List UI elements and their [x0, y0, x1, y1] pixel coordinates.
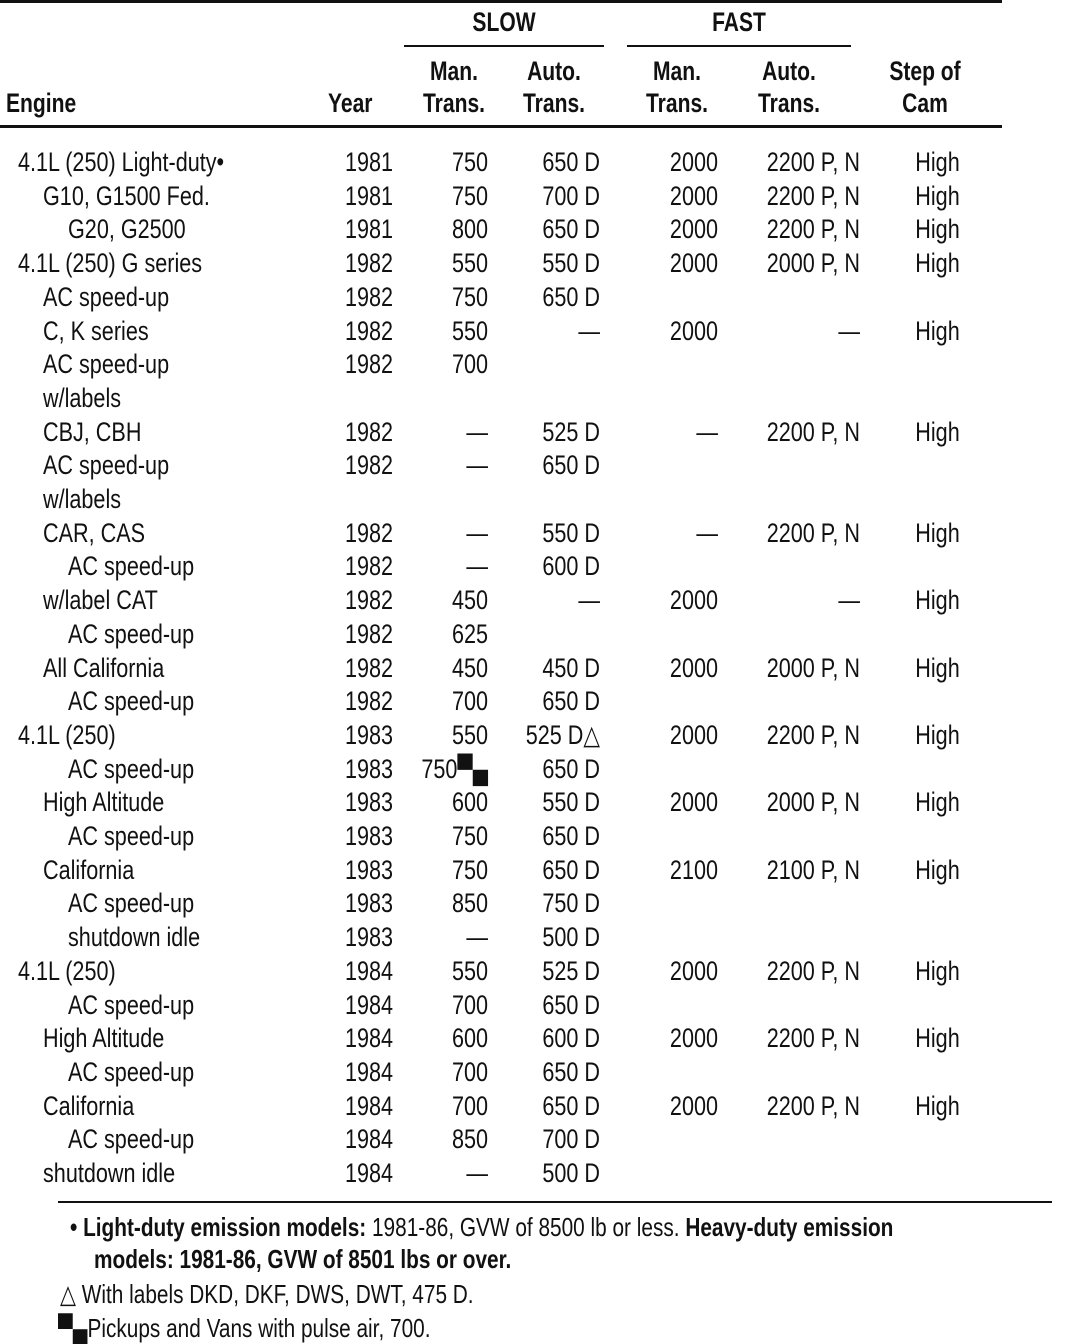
- slow-auto-cell: 600 D: [542, 1023, 600, 1053]
- slow-auto-cell: 650 D: [542, 147, 600, 177]
- year-cell: 1982: [344, 417, 393, 447]
- year-cell: 1983: [344, 821, 393, 851]
- pulse-air-icon: ▀▄: [58, 1313, 88, 1343]
- fast-man-cell: 2000: [669, 653, 718, 683]
- engine-cell: w/labels: [43, 383, 122, 413]
- year-cell: 1983: [344, 787, 393, 817]
- fast-man-cell: 2000: [669, 720, 718, 750]
- cam-cell: High: [915, 1091, 960, 1121]
- fast-auto-cell: 2200 P, N: [766, 1023, 860, 1053]
- year-cell: 1983: [344, 855, 393, 885]
- fast-auto-cell: 2000 P, N: [766, 653, 860, 683]
- slow-auto-cell: 600 D: [542, 551, 600, 581]
- engine-cell: 4.1L (250) G series: [18, 248, 203, 278]
- year-cell: 1982: [344, 585, 393, 615]
- slow-man-cell: 750: [451, 282, 488, 312]
- slow-header: SLOW: [472, 7, 536, 37]
- fast-man-cell: 2000: [669, 316, 718, 346]
- slow-man-cell: 550: [451, 248, 488, 278]
- cam-cell: High: [915, 855, 960, 885]
- slow-man-cell: 550: [451, 316, 488, 346]
- year-cell: 1982: [344, 686, 393, 716]
- slow-man-cell: 850: [451, 1124, 488, 1154]
- slow-man-cell: 700: [451, 349, 488, 379]
- slow-auto-cell: —: [578, 316, 600, 346]
- engine-cell: AC speed-up: [68, 821, 195, 851]
- slow-man-cell: 700: [451, 990, 488, 1020]
- slow-auto-cell: 650 D: [542, 855, 600, 885]
- slow-man-header-2: Trans.: [422, 88, 486, 118]
- year-cell: 1982: [344, 619, 393, 649]
- slow-auto-cell: —: [578, 585, 600, 615]
- fast-man-cell: 2000: [669, 787, 718, 817]
- engine-cell: C, K series: [43, 316, 149, 346]
- cam-header-1: Step of: [889, 56, 961, 86]
- year-cell: 1981: [344, 214, 393, 244]
- heavy-duty-label: Heavy-duty emission: [685, 1212, 894, 1242]
- bullet-symbol: •: [70, 1212, 78, 1242]
- fast-auto-header-2: Trans.: [757, 88, 821, 118]
- slow-auto-cell: 500 D: [542, 922, 600, 952]
- slow-auto-cell: 650 D: [542, 754, 600, 784]
- triangle-footnote-text: With labels DKD, DKF, DWS, DWT, 475 D.: [76, 1279, 474, 1309]
- slow-man-cell: 450: [451, 653, 488, 683]
- engine-cell: AC speed-up: [43, 450, 170, 480]
- cam-cell: High: [915, 248, 960, 278]
- engine-cell: CAR, CAS: [43, 518, 146, 548]
- slow-auto-cell: 650 D: [542, 282, 600, 312]
- slow-auto-cell: 700 D: [542, 1124, 600, 1154]
- engine-cell: AC speed-up: [68, 551, 195, 581]
- fast-auto-cell: 2000 P, N: [766, 248, 860, 278]
- engine-cell: AC speed-up: [68, 888, 195, 918]
- engine-cell: All California: [43, 653, 165, 683]
- slow-auto-cell: 650 D: [542, 686, 600, 716]
- year-cell: 1984: [344, 1091, 393, 1121]
- slow-man-cell: 850: [451, 888, 488, 918]
- fast-auto-cell: 2200 P, N: [766, 147, 860, 177]
- engine-cell: CBJ, CBH: [43, 417, 142, 447]
- fast-man-cell: 2000: [669, 214, 718, 244]
- cam-cell: High: [915, 147, 960, 177]
- cam-cell: High: [915, 518, 960, 548]
- slow-man-cell: —: [466, 1158, 488, 1188]
- engine-cell: California: [43, 1091, 135, 1121]
- pulse-air-footnote-text: Pickups and Vans with pulse air, 700.: [87, 1313, 431, 1343]
- engine-cell: AC speed-up: [68, 1057, 195, 1087]
- fast-auto-cell: 2200 P, N: [766, 518, 860, 548]
- engine-cell: AC speed-up: [68, 1124, 195, 1154]
- slow-auto-cell: 650 D: [542, 1091, 600, 1121]
- cam-cell: High: [915, 956, 960, 986]
- engine-cell: G10, G1500 Fed.: [43, 181, 210, 211]
- fast-man-cell: —: [696, 518, 718, 548]
- cam-cell: High: [915, 1023, 960, 1053]
- engine-cell: AC speed-up: [43, 349, 170, 379]
- cam-header-2: Cam: [902, 88, 948, 118]
- fast-man-cell: 2000: [669, 1091, 718, 1121]
- year-cell: 1983: [344, 754, 393, 784]
- fast-auto-cell: 2200 P, N: [766, 720, 860, 750]
- top-rule: [0, 0, 1002, 3]
- fast-group-rule: [627, 45, 851, 47]
- fast-man-cell: 2000: [669, 1023, 718, 1053]
- slow-man-cell: 625: [451, 619, 488, 649]
- year-cell: 1984: [344, 1023, 393, 1053]
- fast-header: FAST: [712, 7, 766, 37]
- cam-cell: High: [915, 585, 960, 615]
- fast-man-cell: 2000: [669, 585, 718, 615]
- fast-auto-cell: 2000 P, N: [766, 787, 860, 817]
- fast-auto-cell: 2200 P, N: [766, 214, 860, 244]
- fast-auto-cell: —: [838, 585, 860, 615]
- footnote-heavy-cont: [94, 1243, 511, 1275]
- year-cell: 1981: [344, 147, 393, 177]
- engine-cell: shutdown idle: [68, 922, 201, 952]
- slow-man-cell: —: [466, 922, 488, 952]
- year-header: Year: [328, 88, 373, 118]
- slow-auto-cell: 650 D: [542, 214, 600, 244]
- slow-man-cell: 800: [451, 214, 488, 244]
- slow-auto-cell: 500 D: [542, 1158, 600, 1188]
- slow-auto-cell: 750 D: [542, 888, 600, 918]
- slow-man-cell: 750: [451, 821, 488, 851]
- slow-auto-cell: 525 D: [542, 956, 600, 986]
- slow-man-cell: 700: [451, 1057, 488, 1087]
- fast-auto-cell: 2200 P, N: [766, 1091, 860, 1121]
- heavy-duty-text: 1981-86, GVW of 8501 lbs or over.: [173, 1244, 512, 1274]
- cam-cell: High: [915, 653, 960, 683]
- slow-man-cell: 750: [451, 181, 488, 211]
- light-duty-text: 1981-86, GVW of 8500 lb or less.: [366, 1212, 686, 1242]
- slow-man-cell: —: [466, 417, 488, 447]
- cam-cell: High: [915, 417, 960, 447]
- cam-cell: High: [915, 787, 960, 817]
- slow-man-cell: 600: [451, 787, 488, 817]
- slow-man-cell: 700: [451, 686, 488, 716]
- slow-auto-cell: 650 D: [542, 450, 600, 480]
- fast-man-cell: 2000: [669, 248, 718, 278]
- fast-auto-cell: 2100 P, N: [766, 855, 860, 885]
- light-duty-label: Light-duty emission models:: [83, 1212, 367, 1242]
- year-cell: 1982: [344, 450, 393, 480]
- slow-auto-cell: 550 D: [542, 518, 600, 548]
- slow-auto-cell: 525 D: [542, 417, 600, 447]
- year-cell: 1981: [344, 181, 393, 211]
- year-cell: 1984: [344, 1057, 393, 1087]
- engine-cell: California: [43, 855, 135, 885]
- fast-auto-header-1: Auto.: [762, 56, 816, 86]
- engine-cell: G20, G2500: [68, 214, 186, 244]
- cam-cell: High: [915, 720, 960, 750]
- slow-auto-header-1: Auto.: [527, 56, 581, 86]
- slow-man-cell: 600: [451, 1023, 488, 1053]
- slow-man-cell: 750▀▄: [421, 754, 488, 784]
- fast-man-cell: 2100: [669, 855, 718, 885]
- engine-cell: w/label CAT: [43, 585, 158, 615]
- cam-cell: High: [915, 316, 960, 346]
- slow-man-cell: 750: [451, 147, 488, 177]
- slow-auto-cell: 550 D: [542, 248, 600, 278]
- fast-man-cell: —: [696, 417, 718, 447]
- year-cell: 1983: [344, 922, 393, 952]
- slow-auto-cell: 650 D: [542, 990, 600, 1020]
- footnote-rule: [58, 1201, 1052, 1203]
- triangle-icon: △: [60, 1279, 76, 1309]
- slow-man-header-1: Man.: [430, 56, 478, 86]
- year-cell: 1982: [344, 518, 393, 548]
- year-cell: 1982: [344, 349, 393, 379]
- year-cell: 1982: [344, 551, 393, 581]
- cam-cell: High: [915, 181, 960, 211]
- slow-auto-header-2: Trans.: [522, 88, 586, 118]
- engine-header: Engine: [6, 88, 77, 118]
- engine-cell: AC speed-up: [68, 686, 195, 716]
- year-cell: 1982: [344, 316, 393, 346]
- slow-man-cell: 750: [451, 855, 488, 885]
- year-cell: 1984: [344, 956, 393, 986]
- engine-cell: AC speed-up: [68, 990, 195, 1020]
- slow-man-cell: 450: [451, 585, 488, 615]
- slow-man-cell: —: [466, 551, 488, 581]
- slow-man-cell: 700: [451, 1091, 488, 1121]
- engine-cell: AC speed-up: [43, 282, 170, 312]
- engine-cell: 4.1L (250): [18, 720, 116, 750]
- year-cell: 1982: [344, 653, 393, 683]
- header-bottom-rule: [0, 125, 1002, 128]
- slow-man-cell: —: [466, 450, 488, 480]
- fast-man-cell: 2000: [669, 147, 718, 177]
- engine-cell: AC speed-up: [68, 754, 195, 784]
- slow-auto-cell: 650 D: [542, 1057, 600, 1087]
- engine-cell: shutdown idle: [43, 1158, 176, 1188]
- fast-auto-cell: 2200 P, N: [766, 956, 860, 986]
- slow-man-cell: 550: [451, 956, 488, 986]
- engine-cell: AC speed-up: [68, 619, 195, 649]
- footnote-triangle: [60, 1278, 474, 1310]
- slow-auto-cell: 525 D△: [525, 720, 600, 750]
- cam-cell: High: [915, 214, 960, 244]
- fast-auto-cell: 2200 P, N: [766, 181, 860, 211]
- fast-man-cell: 2000: [669, 181, 718, 211]
- engine-cell: 4.1L (250) Light-duty•: [18, 147, 225, 177]
- slow-man-cell: 550: [451, 720, 488, 750]
- slow-auto-cell: 550 D: [542, 787, 600, 817]
- engine-cell: High Altitude: [43, 1023, 165, 1053]
- slow-man-cell: —: [466, 518, 488, 548]
- engine-cell: w/labels: [43, 484, 122, 514]
- slow-auto-cell: 450 D: [542, 653, 600, 683]
- fast-man-header-2: Trans.: [645, 88, 709, 118]
- footnote-light-heavy: [70, 1211, 893, 1243]
- slow-auto-cell: 700 D: [542, 181, 600, 211]
- fast-man-header-1: Man.: [653, 56, 701, 86]
- engine-cell: High Altitude: [43, 787, 165, 817]
- fast-man-cell: 2000: [669, 956, 718, 986]
- year-cell: 1984: [344, 990, 393, 1020]
- slow-auto-cell: 650 D: [542, 821, 600, 851]
- slow-group-rule: [404, 45, 604, 47]
- year-cell: 1982: [344, 282, 393, 312]
- footnote-pulse-air: [58, 1312, 431, 1344]
- year-cell: 1984: [344, 1158, 393, 1188]
- year-cell: 1984: [344, 1124, 393, 1154]
- year-cell: 1983: [344, 888, 393, 918]
- year-cell: 1983: [344, 720, 393, 750]
- engine-cell: 4.1L (250): [18, 956, 116, 986]
- year-cell: 1982: [344, 248, 393, 278]
- fast-auto-cell: 2200 P, N: [766, 417, 860, 447]
- fast-auto-cell: —: [838, 316, 860, 346]
- heavy-duty-label-2: models:: [94, 1244, 174, 1274]
